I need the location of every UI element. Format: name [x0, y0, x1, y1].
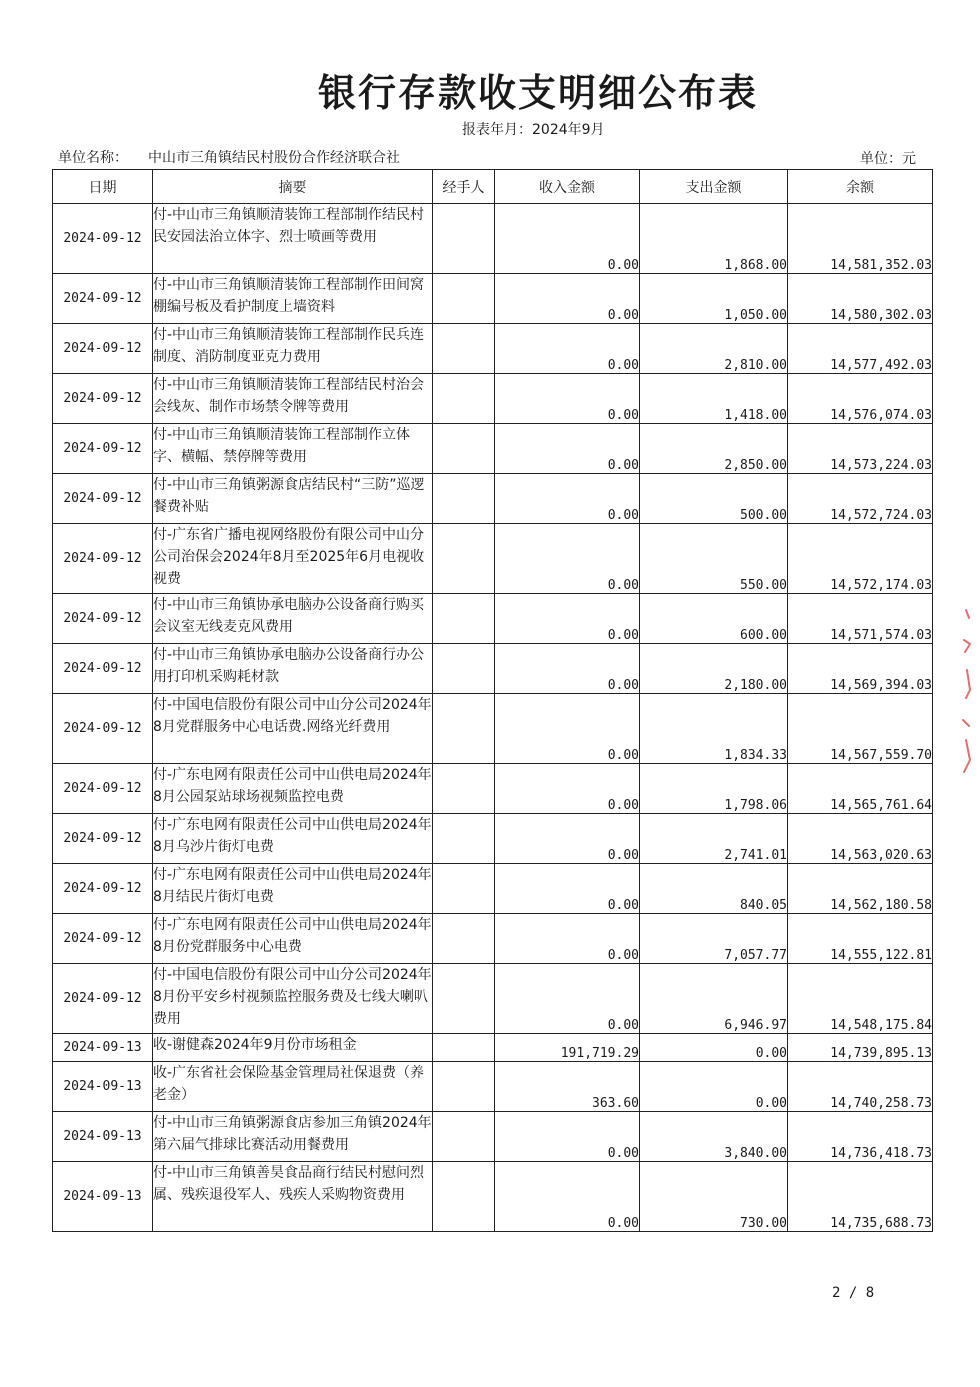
- row-date: 2024-09-12: [53, 594, 153, 644]
- row-income: 0.00: [495, 324, 640, 374]
- row-date: 2024-09-13: [53, 1112, 153, 1162]
- table-row: [53, 864, 933, 914]
- row-date: 2024-09-12: [53, 914, 153, 964]
- row-handler: [433, 964, 495, 1034]
- column-header-expense: 支出金额: [640, 170, 788, 204]
- row-expense: 0.00: [640, 1034, 788, 1062]
- row-handler: [433, 374, 495, 424]
- organization-value: 中山市三角镇结民村股份合作经济联合社: [148, 150, 400, 166]
- row-expense: 500.00: [640, 474, 788, 524]
- row-description: 付-中国电信股份有限公司中山分公司2024年8月党群服务中心电话费.网络光纤费用: [153, 694, 433, 764]
- row-expense: 1,050.00: [640, 274, 788, 324]
- row-balance: 14,736,418.73: [788, 1112, 933, 1162]
- row-description: 付-广东电网有限责任公司中山供电局2024年8月公园泵站球场视频监控电费: [153, 764, 433, 814]
- row-date: 2024-09-12: [53, 204, 153, 274]
- row-balance: 14,580,302.03: [788, 274, 933, 324]
- row-balance: 14,569,394.03: [788, 644, 933, 694]
- row-income: 0.00: [495, 764, 640, 814]
- row-description: 付-中山市三角镇顺清装饰工程部制作田间窝棚编号板及看护制度上墙资料: [153, 274, 433, 324]
- row-income: 0.00: [495, 964, 640, 1034]
- row-expense: 2,180.00: [640, 644, 788, 694]
- row-income: 0.00: [495, 274, 640, 324]
- row-handler: [433, 424, 495, 474]
- row-balance: 14,573,224.03: [788, 424, 933, 474]
- row-handler: [433, 1034, 495, 1062]
- row-handler: [433, 694, 495, 764]
- row-description: 付-中山市三角镇协承电脑办公设备商行办公用打印机采购耗材款: [153, 644, 433, 694]
- row-balance: 14,548,175.84: [788, 964, 933, 1034]
- row-date: 2024-09-12: [53, 694, 153, 764]
- row-income: 363.60: [495, 1062, 640, 1112]
- row-income: 0.00: [495, 204, 640, 274]
- row-date: 2024-09-12: [53, 864, 153, 914]
- table-row: [53, 814, 933, 864]
- row-balance: 14,581,352.03: [788, 204, 933, 274]
- report-title: 银行存款收支明细公布表: [317, 71, 758, 115]
- table-row: [53, 1062, 933, 1112]
- row-handler: [433, 274, 495, 324]
- row-expense: 550.00: [640, 524, 788, 594]
- row-handler: [433, 324, 495, 374]
- table-row: [53, 204, 933, 274]
- row-income: 0.00: [495, 814, 640, 864]
- row-handler: [433, 594, 495, 644]
- row-description: 付-中山市三角镇顺清装饰工程部结民村治会会线灰、制作市场禁令牌等费用: [153, 374, 433, 424]
- row-expense: 1,798.06: [640, 764, 788, 814]
- row-income: 0.00: [495, 424, 640, 474]
- column-header-balance: 余额: [788, 170, 933, 204]
- row-expense: 3,840.00: [640, 1112, 788, 1162]
- row-income: 0.00: [495, 1112, 640, 1162]
- row-description: 付-广东电网有限责任公司中山供电局2024年8月份党群服务中心电费: [153, 914, 433, 964]
- row-handler: [433, 644, 495, 694]
- row-income: 191,719.29: [495, 1034, 640, 1062]
- row-income: 0.00: [495, 474, 640, 524]
- row-description: 收-广东省社会保险基金管理局社保退费（养老金）: [153, 1062, 433, 1112]
- row-date: 2024-09-12: [53, 324, 153, 374]
- row-expense: 7,057.77: [640, 914, 788, 964]
- row-income: 0.00: [495, 524, 640, 594]
- row-description: 付-中国电信股份有限公司中山分公司2024年8月份平安乡村视频监控服务费及七线大喇叭费用: [153, 964, 433, 1034]
- ledger-table: [52, 169, 933, 1232]
- table-row: [53, 374, 933, 424]
- organization-name: [58, 147, 400, 167]
- row-date: 2024-09-12: [53, 274, 153, 324]
- row-handler: [433, 814, 495, 864]
- row-balance: 14,565,761.64: [788, 764, 933, 814]
- organization-label: 单位名称：: [58, 150, 128, 166]
- row-expense: 2,810.00: [640, 324, 788, 374]
- row-balance: 14,735,688.73: [788, 1162, 933, 1232]
- row-handler: [433, 1162, 495, 1232]
- column-header-date: 日期: [53, 170, 153, 204]
- row-income: 0.00: [495, 914, 640, 964]
- row-balance: 14,572,174.03: [788, 524, 933, 594]
- row-income: 0.00: [495, 594, 640, 644]
- row-handler: [433, 524, 495, 594]
- row-date: 2024-09-13: [53, 1162, 153, 1232]
- period-label: 报表年月：: [462, 122, 532, 138]
- table-row: [53, 964, 933, 1034]
- row-description: 付-中山市三角镇善昊食品商行结民村慰问烈属、残疾退役军人、残疾人采购物资费用: [153, 1162, 433, 1232]
- row-date: 2024-09-13: [53, 1062, 153, 1112]
- row-income: 0.00: [495, 694, 640, 764]
- table-row: [53, 474, 933, 524]
- table-row: [53, 594, 933, 644]
- row-income: 0.00: [495, 1162, 640, 1232]
- report-period: [462, 119, 605, 139]
- row-expense: 1,868.00: [640, 204, 788, 274]
- table-row: [53, 644, 933, 694]
- row-handler: [433, 764, 495, 814]
- row-expense: 840.05: [640, 864, 788, 914]
- row-description: 付-广东电网有限责任公司中山供电局2024年8月结民片街灯电费: [153, 864, 433, 914]
- row-expense: 1,418.00: [640, 374, 788, 424]
- row-balance: 14,577,492.03: [788, 324, 933, 374]
- row-balance: 14,563,020.63: [788, 814, 933, 864]
- page-number: 2 / 8: [832, 1285, 875, 1301]
- row-description: 付-中山市三角镇顺清装饰工程部制作立体字、横幅、禁停牌等费用: [153, 424, 433, 474]
- table-row: [53, 1034, 933, 1062]
- row-expense: 0.00: [640, 1062, 788, 1112]
- column-header-income: 收入金额: [495, 170, 640, 204]
- row-income: 0.00: [495, 864, 640, 914]
- ledger-body: [53, 204, 933, 1232]
- row-expense: 6,946.97: [640, 964, 788, 1034]
- row-expense: 2,850.00: [640, 424, 788, 474]
- column-header-handler: 经手人: [433, 170, 495, 204]
- row-handler: [433, 914, 495, 964]
- row-balance: 14,576,074.03: [788, 374, 933, 424]
- row-description: 付-广东省广播电视网络股份有限公司中山分公司治保会2024年8月至2025年6月电视收视费: [153, 524, 433, 594]
- row-income: 0.00: [495, 374, 640, 424]
- column-header-description: 摘要: [153, 170, 433, 204]
- row-balance: 14,572,724.03: [788, 474, 933, 524]
- table-row: [53, 274, 933, 324]
- row-date: 2024-09-12: [53, 964, 153, 1034]
- row-date: 2024-09-12: [53, 814, 153, 864]
- table-header-row: [53, 170, 933, 204]
- row-date: 2024-09-12: [53, 764, 153, 814]
- row-expense: 600.00: [640, 594, 788, 644]
- row-income: 0.00: [495, 644, 640, 694]
- currency-unit: 单位：元: [860, 151, 916, 167]
- row-date: 2024-09-12: [53, 474, 153, 524]
- row-date: 2024-09-12: [53, 424, 153, 474]
- table-row: [53, 1162, 933, 1232]
- row-description: 付-中山市三角镇粥源食店结民村“三防”巡逻餐费补贴: [153, 474, 433, 524]
- row-balance: 14,740,258.73: [788, 1062, 933, 1112]
- row-balance: 14,555,122.81: [788, 914, 933, 964]
- row-expense: 730.00: [640, 1162, 788, 1232]
- row-date: 2024-09-12: [53, 524, 153, 594]
- period-value: 2024年9月: [532, 122, 605, 138]
- row-description: 付-中山市三角镇协承电脑办公设备商行购买会议室无线麦克风费用: [153, 594, 433, 644]
- seal-stamp-edge: [958, 600, 972, 790]
- row-balance: 14,739,895.13: [788, 1034, 933, 1062]
- row-handler: [433, 204, 495, 274]
- row-description: 付-中山市三角镇顺清装饰工程部制作民兵连制度、消防制度亚克力费用: [153, 324, 433, 374]
- table-row: [53, 1112, 933, 1162]
- table-row: [53, 764, 933, 814]
- row-balance: 14,571,574.03: [788, 594, 933, 644]
- row-balance: 14,567,559.70: [788, 694, 933, 764]
- row-description: 付-中山市三角镇顺清装饰工程部制作结民村民安园法治立体字、烈士喷画等费用: [153, 204, 433, 274]
- row-handler: [433, 864, 495, 914]
- row-handler: [433, 1112, 495, 1162]
- table-row: [53, 914, 933, 964]
- row-expense: 1,834.33: [640, 694, 788, 764]
- table-row: [53, 324, 933, 374]
- row-date: 2024-09-12: [53, 374, 153, 424]
- table-row: [53, 524, 933, 594]
- row-description: 收-谢健森2024年9月份市场租金: [153, 1034, 433, 1062]
- row-handler: [433, 474, 495, 524]
- table-row: [53, 424, 933, 474]
- table-row: [53, 694, 933, 764]
- row-description: 付-中山市三角镇粥源食店参加三角镇2024年第六届气排球比赛活动用餐费用: [153, 1112, 433, 1162]
- row-description: 付-广东电网有限责任公司中山供电局2024年8月乌沙片街灯电费: [153, 814, 433, 864]
- row-date: 2024-09-13: [53, 1034, 153, 1062]
- row-date: 2024-09-12: [53, 644, 153, 694]
- row-handler: [433, 1062, 495, 1112]
- row-balance: 14,562,180.58: [788, 864, 933, 914]
- seal-stamp-mark: [963, 610, 970, 772]
- row-expense: 2,741.01: [640, 814, 788, 864]
